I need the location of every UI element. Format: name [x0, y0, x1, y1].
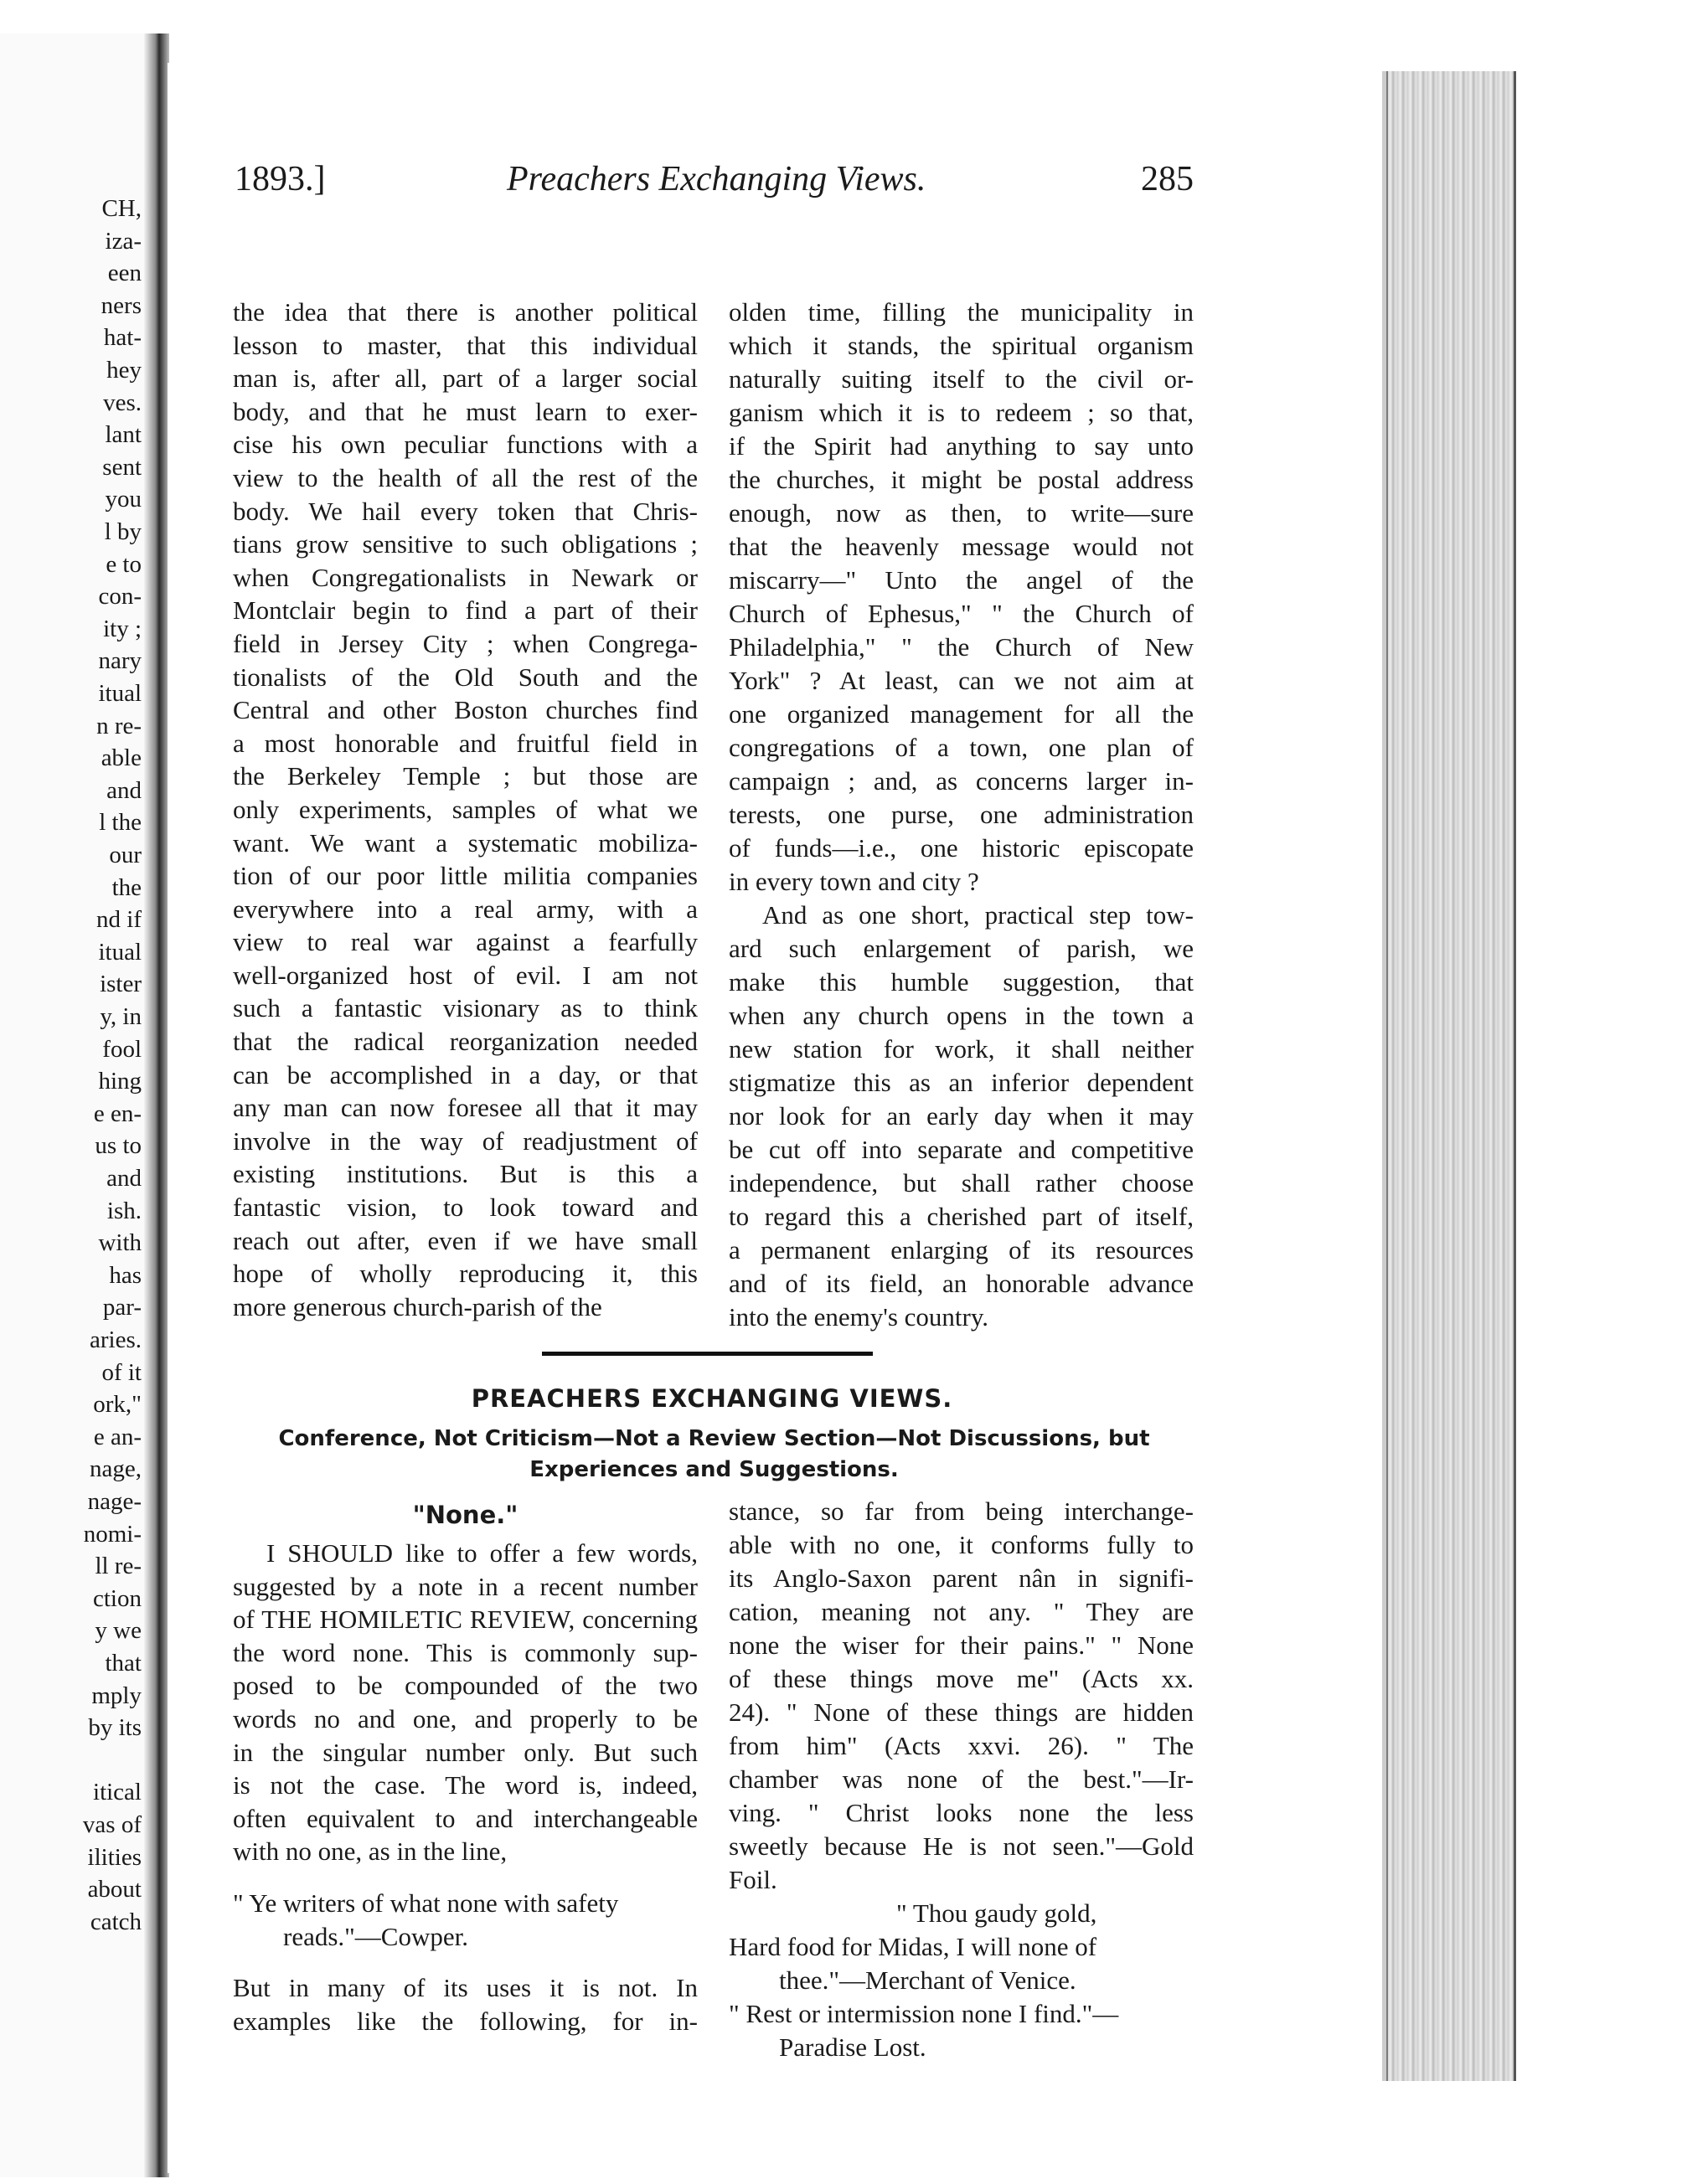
left-page-line: sent	[102, 453, 142, 481]
left-page-line: ork,"	[93, 1391, 142, 1419]
left-page-line: itual	[98, 680, 142, 707]
text-line: chamber was none of the best."—Ir-	[729, 1764, 1194, 1794]
left-page-line: ish.	[106, 1197, 142, 1224]
verse-line: Hard food for Midas, I will none of	[729, 1932, 1097, 1961]
left-page-line: with	[98, 1229, 142, 1257]
left-page-line: hing	[98, 1068, 142, 1095]
section-subtitle	[226, 1424, 1202, 1486]
text-line: tionalists of the Old South and the	[233, 662, 698, 692]
text-line: from him" (Acts xxvi. 26). " The	[729, 1731, 1194, 1760]
left-page-line: has	[109, 1261, 142, 1289]
article-left-end	[233, 1971, 698, 2037]
text-line: enough, now as then, to write—sure	[729, 498, 1194, 528]
page-number: 285	[1141, 160, 1194, 198]
text-line: Church of Ephesus," " the Church of	[729, 599, 1194, 628]
left-page-line: itual	[98, 938, 142, 966]
spacer	[233, 1953, 698, 1971]
text-line: And as one short, practical step tow-	[762, 900, 1194, 930]
text-line: can be accomplished in a day, or that	[233, 1059, 698, 1089]
section-subtitle-line-2: Experiences and Suggestions.	[529, 1457, 899, 1482]
left-page-line: nage,	[90, 1455, 142, 1483]
left-page-line: fool	[102, 1035, 142, 1063]
left-page-line: ll re-	[95, 1553, 142, 1580]
text-line: which it stands, the spiritual organism	[729, 331, 1194, 360]
quote-line: " Ye writers of what none with safety	[233, 1888, 619, 1918]
text-line: suggested by a note in a recent number	[233, 1571, 698, 1601]
article-right-body	[729, 1495, 1194, 1897]
text-line: olden time, filling the municipality in	[729, 297, 1194, 327]
text-line: only experiments, samples of what we	[233, 794, 698, 824]
verse-line: " Thou gaudy gold,	[896, 1898, 1097, 1928]
text-line: in the singular number only. But such	[233, 1737, 698, 1767]
left-page-line: n re-	[96, 712, 142, 739]
text-line: examples like the following, for in-	[233, 2006, 698, 2036]
section-divider	[542, 1352, 873, 1356]
text-line: be cut off into separate and competitive	[729, 1135, 1194, 1164]
left-page-line: y, in	[100, 1003, 142, 1030]
left-page-line: e an-	[93, 1423, 142, 1450]
left-page-line: by its	[88, 1714, 142, 1742]
text-line: Montclair begin to find a part of their	[233, 595, 698, 626]
text-line: its Anglo-Saxon parent nân in signifi-	[729, 1563, 1194, 1593]
left-page-line: hat-	[103, 324, 142, 352]
text-line: miscarry—" Unto the angel of the	[729, 565, 1194, 595]
left-page-line: e to	[106, 550, 142, 578]
text-line: fantastic vision, to look toward and	[233, 1192, 698, 1223]
text-line: field in Jersey City ; when Congrega-	[233, 628, 698, 658]
left-page-line: iza-	[105, 227, 142, 255]
section-title: PREACHERS EXCHANGING VIEWS.	[471, 1384, 953, 1413]
text-line: that the heavenly message would not	[729, 532, 1194, 561]
text-line: when Congregationalists in Newark or	[233, 562, 698, 592]
text-line: stance, so far from being interchange-	[729, 1496, 1194, 1526]
text-line: everywhere into a real army, with a	[233, 894, 698, 924]
left-page-line: itical	[93, 1779, 142, 1806]
text-line: and of its field, an honorable advance	[729, 1269, 1194, 1298]
text-line: campaign ; and, as concerns larger in-	[729, 766, 1194, 796]
text-line: ard such enlargement of parish, we	[729, 934, 1194, 963]
text-line: of THE HOMILETIC REVIEW, concerning	[233, 1605, 698, 1635]
text-line: new station for work, it shall neither	[729, 1034, 1194, 1064]
left-page-line: and	[106, 1165, 142, 1192]
text-line: the idea that there is another political	[233, 297, 698, 327]
verse-line: Paradise Lost.	[779, 2032, 926, 2062]
text-line: involve in the way of readjustment of	[233, 1125, 698, 1156]
spacer	[233, 1868, 698, 1887]
text-line: to regard this a cherished part of itself,	[729, 1202, 1194, 1231]
text-line: ving. " Christ looks none the less	[729, 1798, 1194, 1827]
left-page-line: aries.	[90, 1326, 142, 1353]
text-line: tion of our poor little militia companies	[233, 861, 698, 891]
text-line: independence, but shall rather choose	[729, 1168, 1194, 1198]
text-line: man is, after all, part of a larger social	[233, 363, 698, 394]
text-line: of funds—i.e., one historic episcopate	[729, 833, 1194, 863]
left-page-line: us to	[95, 1132, 142, 1160]
left-page-line: ners	[101, 291, 142, 319]
column-left-top	[233, 296, 698, 1323]
text-line: reach out after, even if we have small	[233, 1225, 698, 1255]
text-line: none the wiser for their pains." " None	[729, 1630, 1194, 1660]
quote-line: reads."—Cowper.	[283, 1921, 468, 1951]
text-line: one organized management for all the	[729, 699, 1194, 729]
page-block-edge	[1386, 71, 1516, 2081]
left-page-line: the	[111, 873, 142, 901]
left-page-line: een	[107, 260, 142, 287]
text-line: make this humble suggestion, that	[729, 967, 1194, 997]
text-line: often equivalent to and interchangeable	[233, 1803, 698, 1833]
left-page-line: our	[109, 842, 142, 868]
left-page-line: ister	[100, 971, 142, 998]
left-page-line: par-	[102, 1294, 142, 1321]
text-line: York" ? At least, can we not aim at	[729, 666, 1194, 695]
left-page-line: vas of	[82, 1811, 142, 1838]
text-line: more generous church-parish of the	[233, 1291, 602, 1321]
left-page-line: l by	[104, 518, 142, 545]
text-line: cise his own peculiar functions with a	[233, 430, 698, 460]
text-line: 24). " None of these things are hidden	[729, 1697, 1194, 1727]
verse-line: thee."—Merchant of Venice.	[779, 1965, 1076, 1995]
column-right-bottom	[729, 1495, 1194, 2064]
text-line: of these things move me" (Acts xx.	[729, 1664, 1194, 1693]
text-line: stigmatize this as an inferior dependent	[729, 1068, 1194, 1097]
text-line: a permanent enlarging of its resources	[729, 1235, 1194, 1265]
left-page-line: and	[106, 776, 142, 804]
text-line: a most honorable and fruitful field in	[233, 728, 698, 758]
left-page-line: e en-	[93, 1100, 142, 1127]
text-line: existing institutions. But is this a	[233, 1159, 698, 1189]
left-page-line: nomi-	[83, 1520, 142, 1548]
left-page-line: ction	[93, 1584, 142, 1612]
left-page-line: CH,	[101, 195, 142, 222]
text-line: Central and other Boston churches find	[233, 695, 698, 725]
left-page-line: catch	[90, 1908, 142, 1935]
text-line: body. We hail every token that Chris-	[233, 496, 698, 526]
left-page-line: nd if	[96, 906, 142, 934]
text-line: that the radical reorganization needed	[233, 1027, 698, 1057]
text-line: view to the health of all the rest of the	[233, 462, 698, 492]
text-line: cation, meaning not any. " They are	[729, 1597, 1194, 1626]
text-line: nor look for an early day when it may	[729, 1101, 1194, 1131]
left-page-line: lant	[105, 421, 142, 449]
text-line: want. We want a systematic mobiliza-	[233, 827, 698, 858]
text-line: Foil.	[729, 1865, 777, 1894]
left-page-line: ity ;	[103, 615, 142, 642]
verse-line: " Rest or intermission none I find."—	[729, 1999, 1119, 2028]
text-line: in every town and city ?	[729, 867, 979, 896]
text-line: Philadelphia," " the Church of New	[729, 632, 1194, 662]
left-page-line: able	[101, 744, 142, 772]
text-line: body, and that he must learn to exer-	[233, 396, 698, 426]
left-page-line: that	[105, 1650, 142, 1677]
column-left-bottom	[233, 1537, 698, 2037]
text-line: lesson to master, that this individual	[233, 330, 698, 360]
left-page-line: you	[105, 486, 142, 513]
text-line: posed to be compounded of the two	[233, 1671, 698, 1701]
left-page-line: ilities	[87, 1843, 142, 1871]
left-page-fragment	[0, 33, 155, 2177]
left-page-line: nary	[98, 647, 142, 675]
text-line: when any church opens in the town a	[729, 1001, 1194, 1030]
text-line: if the Spirit had anything to say unto	[729, 431, 1194, 461]
text-line: terests, one purse, one administration	[729, 800, 1194, 829]
text-line: with no one, as in the line,	[233, 1836, 508, 1867]
text-line: is not the case. The word is, indeed,	[233, 1770, 698, 1800]
article-title: "None."	[412, 1501, 519, 1529]
book-gutter	[144, 33, 169, 2177]
text-line: sweetly because He is not seen."—Gold	[729, 1831, 1194, 1861]
text-line: able with no one, it conforms fully to	[729, 1530, 1194, 1559]
text-line: hope of wholly reproducing it, this	[233, 1259, 698, 1289]
left-page-line: about	[87, 1876, 142, 1903]
left-page-line: nage-	[87, 1488, 142, 1515]
text-line: I SHOULD like to offer a few words,	[266, 1538, 698, 1568]
left-page-line: l the	[99, 809, 142, 837]
text-line: words no and one, and properly to be	[233, 1703, 698, 1733]
column-right-top	[729, 296, 1194, 1334]
left-page-line: con-	[98, 583, 142, 610]
text-line: But in many of its uses it is not. In	[233, 1973, 698, 2003]
left-page-line: hey	[106, 357, 142, 384]
running-header-year: 1893.]	[235, 160, 326, 198]
text-line: congregations of a town, one plan of	[729, 733, 1194, 762]
text-line: view to real war against a fearfully	[233, 927, 698, 957]
text-line: the word none. This is commonly sup-	[233, 1637, 698, 1667]
left-page-line: ves.	[103, 389, 142, 416]
left-page-line: of it	[101, 1358, 142, 1386]
running-header-title: Preachers Exchanging Views.	[507, 160, 926, 198]
text-line: any man can now foresee all that it may	[233, 1093, 698, 1123]
text-line: such a fantastic visionary as to think	[233, 993, 698, 1023]
section-subtitle-line-1: Conference, Not Criticism—Not a Review Section—Not Discussions, but	[278, 1426, 1150, 1451]
text-line: ganism which it is to redeem ; so that,	[729, 398, 1194, 427]
text-line: tians grow sensitive to such obligations ;	[233, 529, 698, 559]
text-line: the Berkeley Temple ; but those are	[233, 761, 698, 791]
left-page-line: mply	[91, 1682, 142, 1709]
left-page-line: y we	[95, 1617, 142, 1645]
text-line: naturally suiting itself to the civil or-	[729, 364, 1194, 394]
text-line: well-organized host of evil. I am not	[233, 960, 698, 990]
article-left-body	[233, 1537, 698, 1868]
text-line: the churches, it might be postal address	[729, 465, 1194, 494]
text-line: into the enemy's country.	[729, 1302, 989, 1332]
